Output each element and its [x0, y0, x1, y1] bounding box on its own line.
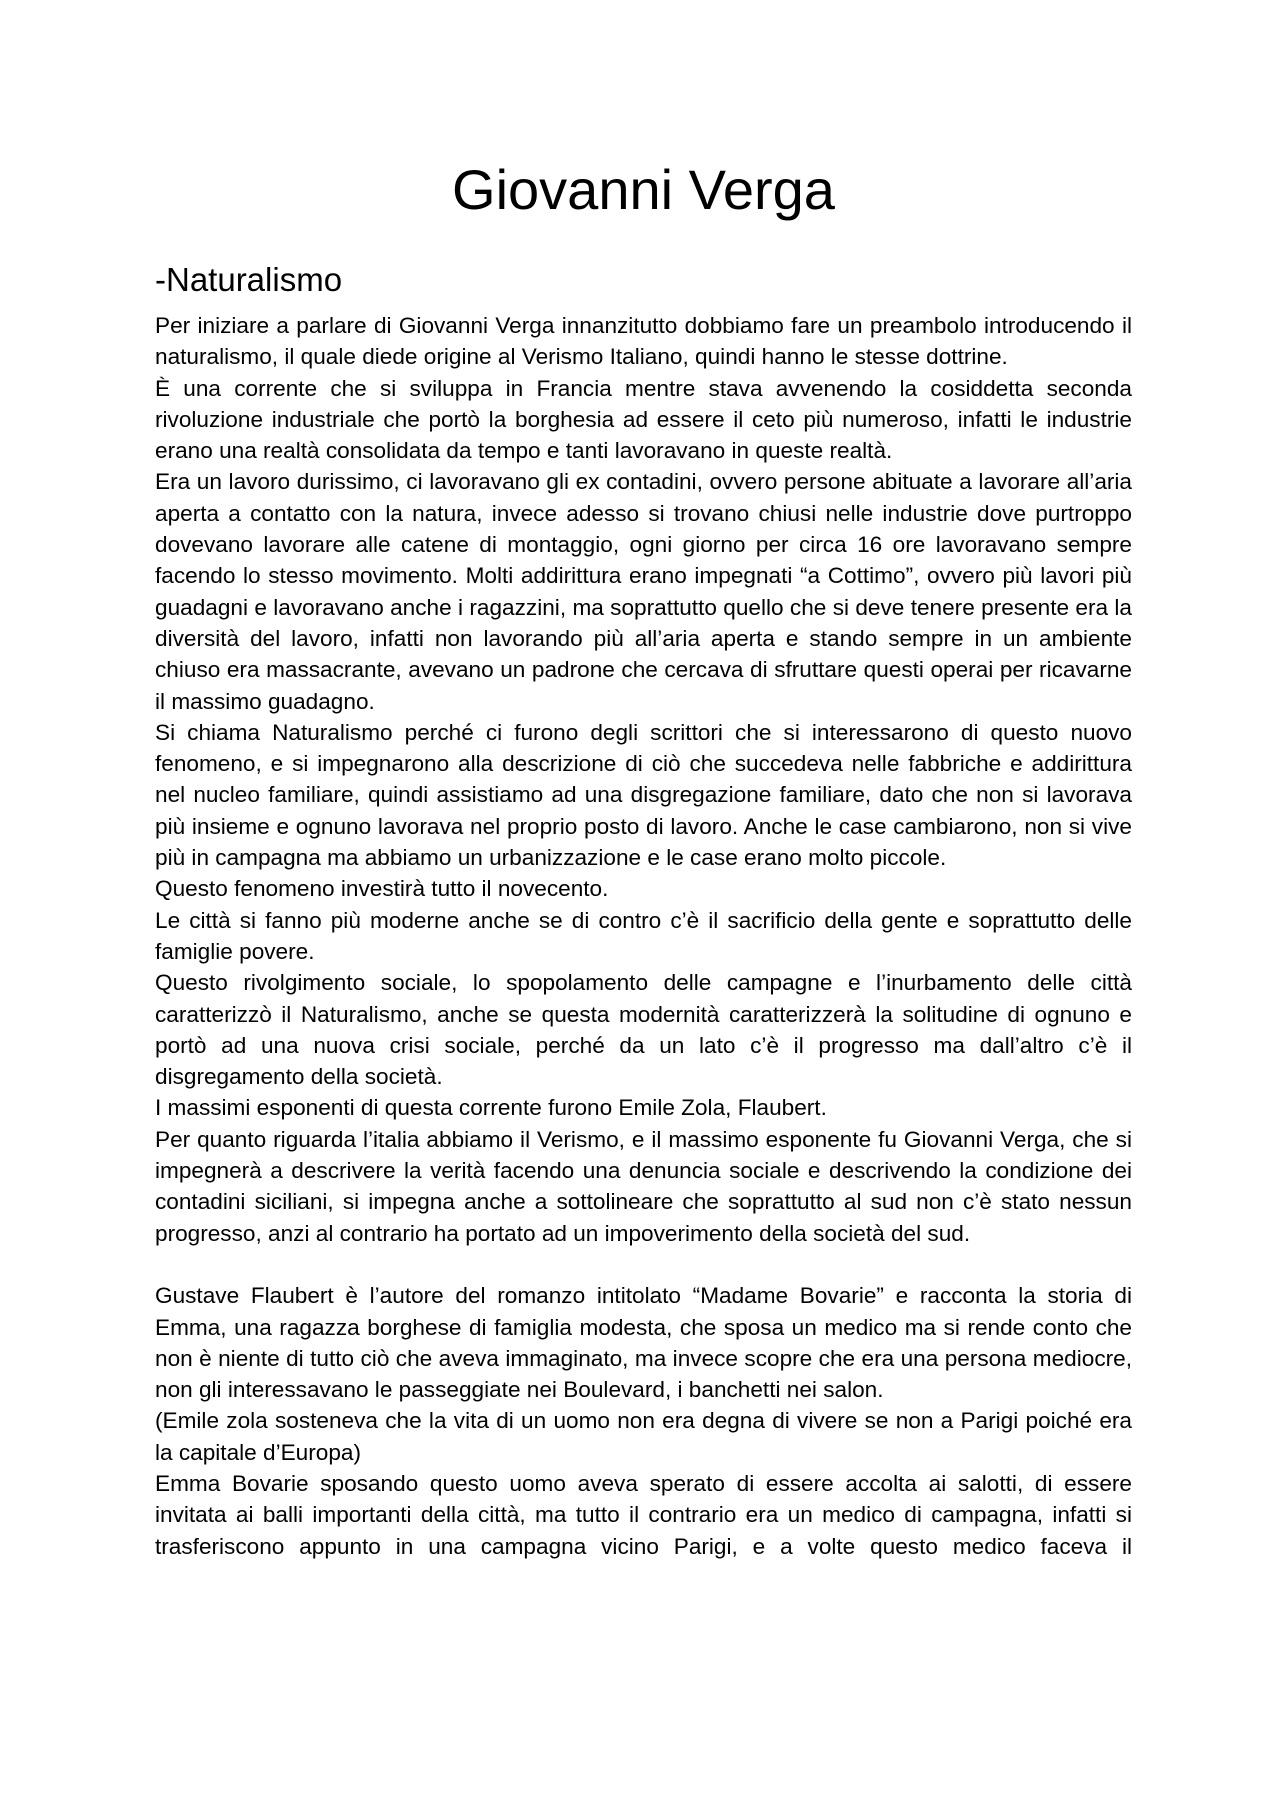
document-title: Giovanni Verga [452, 158, 835, 221]
paragraph: Per iniziare a parlare di Giovanni Verga innanzitutto dobbiamo fare un preambolo introducendo il naturalismo, il quale diede origine al Verismo Italiano, quindi hanno le stesse dottrine. [155, 313, 1132, 370]
paragraph-spacer [155, 1249, 1132, 1280]
paragraph: (Emile zola sosteneva che la vita di un uomo non era degna di vivere se non a Parigi poiché era la capitale d’Europa) [155, 1408, 1132, 1465]
paragraph: Questo fenomeno investirà tutto il novecento. [155, 876, 609, 902]
section-heading: -Naturalismo [155, 261, 343, 298]
paragraph: Gustave Flaubert è l’autore del romanzo intitolato “Madame Bovarie” e racconta la storia di Emma, una ragazza borghese di famiglia modesta, che sposa un medico ma si rende conto che non è niente di tutto ciò che aveva immaginato, ma invece scopre che era una persona mediocre, non gli interessavano le passeggiate nei Boulevard, i banchetti nei salon. [155, 1283, 1132, 1403]
paragraph: Questo rivolgimento sociale, lo spopolamento delle campagne e l’inurbamento delle città caratterizzò il Naturalismo, anche se questa modernità caratterizzerà la solitudine di ognuno e portò ad una nuova crisi sociale, perché da un lato c’è il progresso ma dall’altro c’è il disgregamento della società. [155, 970, 1132, 1090]
document-page [155, 0, 1132, 1562]
paragraph: Per quanto riguarda l’italia abbiamo il Verismo, e il massimo esponente fu Giovanni Verga, che si impegnerà a descrivere la verità facendo una denuncia sociale e descrivendo la condizione dei contadini siciliani, si impegna anche a sottolineare che soprattutto al sud non c’è stato nessun progresso, anzi al contrario ha portato ad un impoverimento della società del sud. [155, 1126, 1132, 1246]
paragraph: Si chiama Naturalismo perché ci furono degli scrittori che si interessarono di questo nuovo fenomeno, e si impegnarono alla descrizione di ciò che succedeva nelle fabbriche e addirittura nel nucleo familiare, quindi assistiamo ad una disgregazione familiare, dato che non si lavorava più insieme e ognuno lavorava nel proprio posto di lavoro. Anche le case cambiarono, non si vive più in campagna ma abbiamo un urbanizzazione e le case erano molto piccole. [155, 719, 1132, 871]
paragraph: Era un lavoro durissimo, ci lavoravano gli ex contadini, ovvero persone abituate a lavorare all’aria aperta a contatto con la natura, invece adesso si trovano chiusi nelle industrie dove purtroppo dovevano lavorare alle catene di montaggio, ogni giorno per circa 16 ore lavoravano sempre facendo lo stesso movimento. Molti addirittura erano impegnati “a Cottimo”, ovvero più lavori più guadagni e lavoravano anche i ragazzini, ma soprattutto quello che si deve tenere presente era la diversità del lavoro, infatti non lavorando più all’aria aperta e stando sempre in un ambiente chiuso era massacrante, avevano un padrone che cercava di sfruttare questi operai per ricavarne il massimo guadagno. [155, 469, 1132, 714]
paragraph: Le città si fanno più moderne anche se di contro c’è il sacrificio della gente e soprattutto delle famiglie povere. [155, 907, 1132, 964]
paragraph: È una corrente che si sviluppa in Francia mentre stava avvenendo la cosiddetta seconda rivoluzione industriale che portò la borghesia ad essere il ceto più numeroso, infatti le industrie erano una realtà consolidata da tempo e tanti lavoravano in queste realtà. [155, 375, 1132, 464]
body-text [155, 310, 1132, 1562]
paragraph: I massimi esponenti di questa corrente furono Emile Zola, Flaubert. [155, 1095, 827, 1121]
paragraph: Emma Bovarie sposando questo uomo aveva sperato di essere accolta ai salotti, di essere invitata ai balli importanti della città, ma tutto il contrario era un medico di campagna, infatti si trasferiscono appunto in una campagna vicino Parigi, e a volte questo medico faceva il [155, 1470, 1132, 1559]
